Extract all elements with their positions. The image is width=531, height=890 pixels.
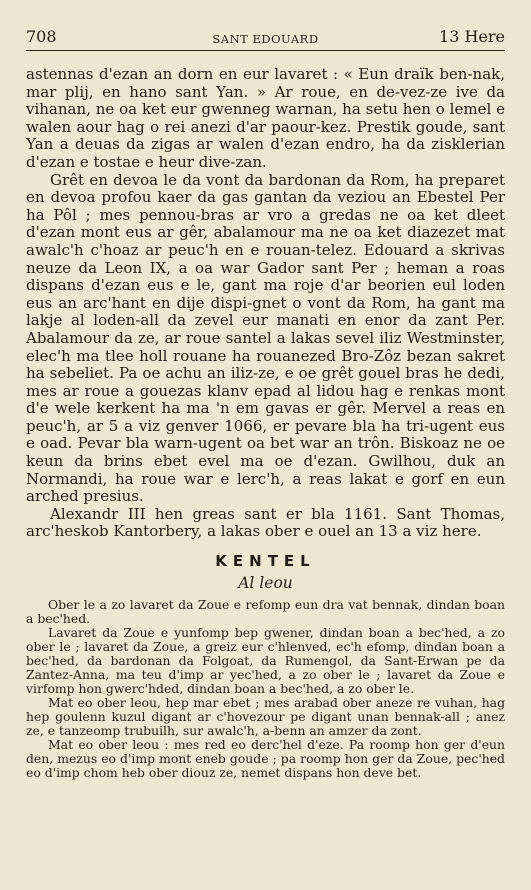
paragraph-continuation: astennas d'ezan an dorn en eur lavaret : « Eun draïk ben-nak, mar plij, en hano sant Yan. » Ar roue, en de-vez-ze ive da vihanan, ne oa ket eur gwenneg warnan, ha setu hen o lemel e walen aour hag o rei anezi d'ar paour-kez. Prestik goude, sant Yan a deuas da zigas ar walen d'ezan endro, ha da zisklerian d'ezan e tostae e heur dive-zan. — [26, 65, 505, 171]
paragraph-pilgrimage: Grêt en devoa le da vont da bardonan da Rom, ha preparet en devoa profou kaer da gas gantan da veziou an Ebestel Per ha Pôl ; mes pennou-bras ar vro a gredas ne oa ket dleet d'ezan mont eus ar gêr, abalamour ma ne oa ket diazezet mat awalc'h c'hoaz ar peuc'h en e rouan-telez. Edouard a skrivas neuze da Leon IX, a oa war Gador sant Per ; heman a roas dispans d'ezan eus e le, gant ma roje d'ar beorien eul loden eus an arc'hant en dije dispi-gnet o vont da Rom, ha gant ma lakje al loden-all da zevel eur manati en enor da zant Per. Abalamour da ze, ar roue santel a lakas sevel iliz Westminster, elec'h ma tlee holl rouane ha rouanezed Bro-Zôz bezan sakret ha sebeliet. Pa oe achu an iliz-ze, e oe grêt gouel bras he dedi, mes ar roue a gouezas klanv epad al lidou hag e renkas mont d'e wele kerkent ha ma 'n em gavas er gêr. Mervel a reas en peuc'h, ar 5 a viz genver 1066, er pevare bla ha tri-ugent eus e oad. Pevar bla warn-ugent oa bet war an trôn. Biskoaz ne oe keun da brins ebet evel ma oe d'ezan. Gwilhou, duk an Normandi, ha roue war e lerc'h, a reas lakat e gorf en eun arched presius. — [26, 170, 505, 506]
running-title: SANT EDOUARD — [212, 32, 319, 46]
section-paragraph: Ober le a zo lavaret da Zoue e refomp eun dra vat bennak, dindan boan a bec'hed. — [26, 597, 505, 627]
section-paragraph: Mat eo ober leou, hep mar ebet ; mes arabad ober aneze re vuhan, hag hep goulenn kuzul digant ar c'hovezour pe digant unan bennak-all ; anez ze, e tanzeomp trubuilh, sur awalc'h, a-benn an amzer da zont. — [26, 695, 505, 739]
section-subtitle: Al leou — [238, 574, 293, 593]
section-paragraph: Lavaret da Zoue e yunfomp bep gwener, dindan boan a bec'hed, a zo ober le ; lavaret da Zoue, a greiz eur c'hlenved, ec'h efomp, dindan boan a bec'hed, da bardonan da Folgoat, da Rumengol, da Sant-Erwan pe da Zantez-Anna, ma teu d'imp ar yec'hed, a zo ober le ; lavaret da Zoue e virfomp hon gwerc'hded, dindan boan a bec'hed, a zo ober le. — [26, 625, 505, 697]
page-header — [26, 22, 505, 51]
page-body — [26, 66, 505, 780]
page-number: 708 — [26, 27, 57, 46]
section-title: KENTEL — [215, 552, 316, 571]
paragraph-canonization: Alexandr III hen greas sant er bla 1161. Sant Thomas, arc'heskob Kantorbery, a lakas ober e ouel an 13 a viz here. — [26, 504, 505, 541]
header-date: 13 Here — [439, 27, 505, 46]
section-paragraph: Mat eo ober leou : mes red eo derc'hel d'eze. Pa roomp hon ger d'eun den, mezus eo d'imp mont eneb goude ; pa roomp hon ger da Zoue, pec'hed eo d'imp chom heb ober diouz ze, nemet dispans hon deve bet. — [26, 737, 505, 781]
